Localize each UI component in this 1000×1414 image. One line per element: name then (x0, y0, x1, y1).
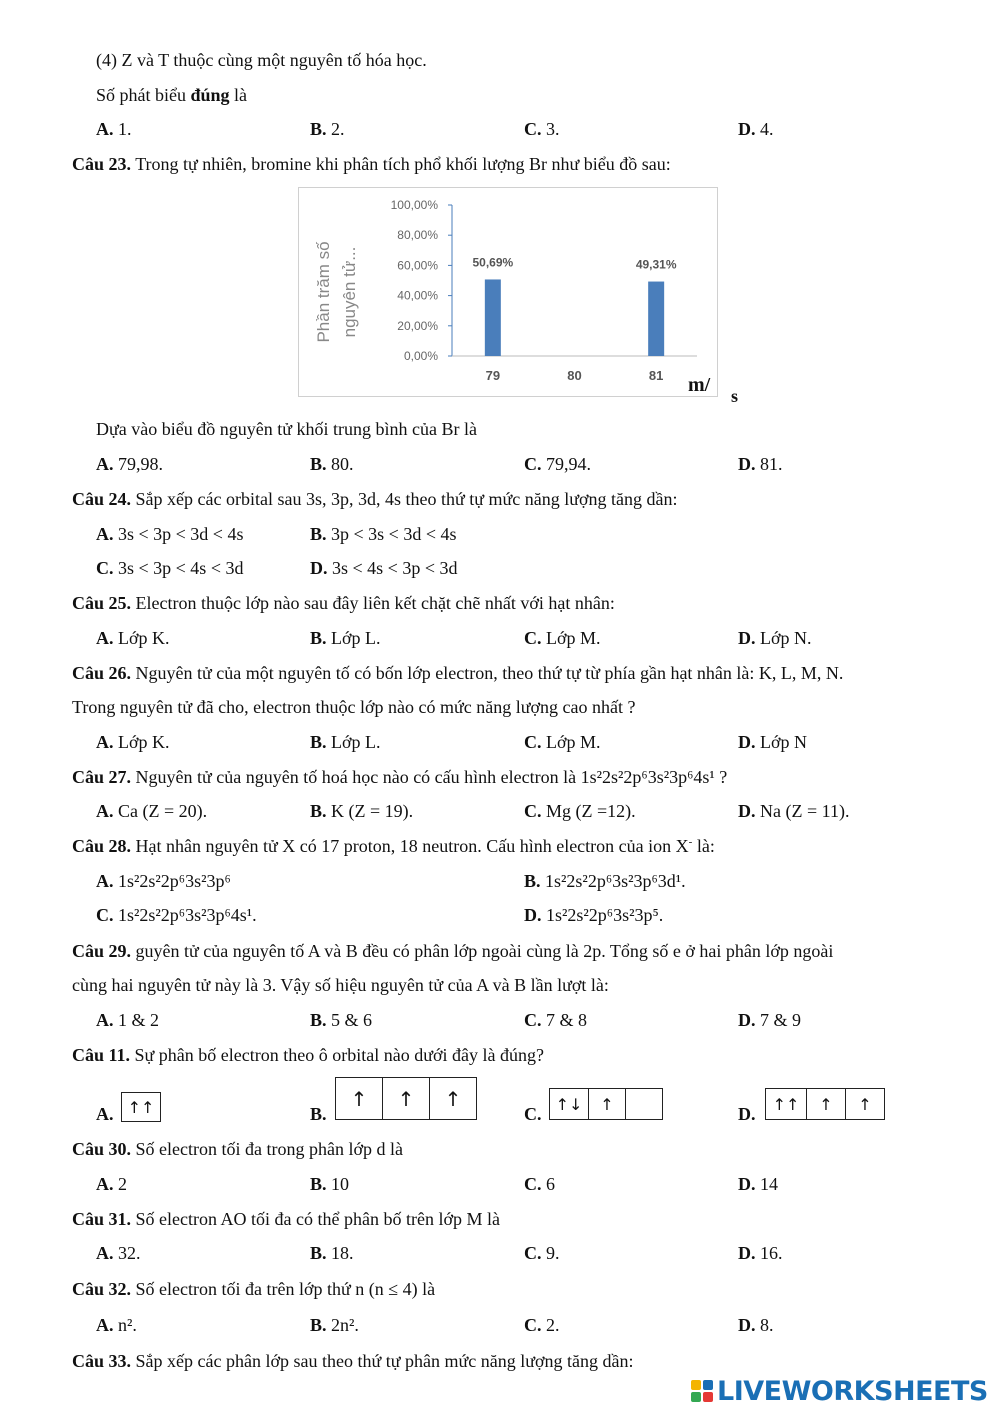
q22-statement-4: (4) Z và T thuộc cùng một nguyên tố hóa học. (96, 50, 427, 70)
chart-data-label-79: 50,69% (472, 255, 514, 270)
q24-option-a[interactable]: A. 3s < 3p < 3d < 4s (96, 524, 244, 544)
q23-option-c[interactable]: C. 79,94. (524, 454, 591, 474)
q30-option-a[interactable]: A. 2 (96, 1174, 127, 1194)
q28-option-a[interactable]: A. 1s²2s²2p⁶3s²3p⁶ (96, 871, 231, 891)
q28-option-c[interactable]: C. 1s²2s²2p⁶3s²3p⁶4s¹. (96, 905, 257, 925)
q22-option-a[interactable]: A. 1. (96, 119, 132, 139)
q30-option-b[interactable]: B. 10 (310, 1174, 350, 1194)
chart-svg (299, 188, 717, 396)
q30-option-d[interactable]: D. 14 (738, 1174, 778, 1194)
q11-option-b-orbital[interactable] (335, 1077, 477, 1120)
q25-option-d[interactable]: D. Lớp N. (738, 628, 812, 648)
q27-option-c[interactable]: C. Mg (Z =12). (524, 801, 636, 821)
q25-option-a[interactable]: A. Lớp K. (96, 628, 170, 648)
q11-option-d-letter[interactable]: D. (738, 1104, 756, 1124)
q22-option-d[interactable]: D. 4. (738, 119, 774, 139)
chart-y-tick-label: 100,00% (390, 198, 438, 212)
q27-option-a[interactable]: A. Ca (Z = 20). (96, 801, 208, 821)
q31-option-c[interactable]: C. 9. (524, 1243, 560, 1263)
q26-question: Câu 26. Nguyên tử của một nguyên tố có bốn lớp electron, theo thứ tự từ phía gần hạt nhân là: K, L, M, N. (72, 663, 844, 683)
q32-option-d[interactable]: D. 8. (738, 1315, 774, 1335)
chart-xlabel-charge: s (731, 386, 739, 406)
q29-option-d[interactable]: D. 7 & 9 (738, 1010, 802, 1030)
q25-option-c[interactable]: C. Lớp M. (524, 628, 601, 648)
q26-option-a[interactable]: A. Lớp K. (96, 732, 170, 752)
bromine-mass-spectrum-chart (298, 187, 718, 397)
q25-option-b[interactable]: B. Lớp L. (310, 628, 381, 648)
q23-option-a[interactable]: A. 79,98. (96, 454, 163, 474)
q29-option-a[interactable]: A. 1 & 2 (96, 1010, 160, 1030)
q11-option-d-orbital[interactable] (765, 1088, 885, 1120)
chart-ylabel-line2: nguyên tử... (340, 246, 359, 338)
q31-option-b[interactable]: B. 18. (310, 1243, 354, 1263)
chart-data-label-81: 49,31% (635, 257, 677, 272)
q11-option-a-orbital[interactable] (121, 1092, 161, 1122)
chart-ylabel-line1: Phần trăm số (314, 241, 333, 343)
chart-y-tick-label: 40,00% (397, 288, 438, 303)
q29-option-c[interactable]: C. 7 & 8 (524, 1010, 588, 1030)
q22-option-b[interactable]: B. 2. (310, 119, 345, 139)
q31-question: Câu 31. Số electron AO tối đa có thể phân bố trên lớp M là (72, 1209, 500, 1229)
chart-y-tick-label: 60,00% (397, 258, 438, 273)
q26-question-cont: Trong nguyên tử đã cho, electron thuộc lớp nào có mức năng lượng cao nhất ? (72, 697, 636, 717)
q27-option-d[interactable]: D. Na (Z = 11). (738, 801, 850, 821)
liveworksheets-logo[interactable] (690, 1373, 988, 1409)
q29-question: Câu 29. guyên tử của nguyên tố A và B đều có phân lớp ngoài cùng là 2p. Tổng số e ở hai phân lớp ngoài (72, 941, 834, 961)
q22-count-question: Số phát biểu đúng là (96, 85, 248, 105)
orbital-cell: ↑ (383, 1078, 430, 1119)
q23-option-d[interactable]: D. 81. (738, 454, 783, 474)
liveworksheets-logo-text: LIVEWORKSHEETS (717, 1375, 988, 1407)
chart-x-tick-label-80: 80 (567, 368, 582, 383)
orbital-cell: ↑ (589, 1089, 626, 1119)
q30-option-c[interactable]: C. 6 (524, 1174, 555, 1194)
q26-option-d[interactable]: D. Lớp N (738, 732, 808, 752)
q25-question: Câu 25. Electron thuộc lớp nào sau đây liên kết chặt chẽ nhất với hạt nhân: (72, 593, 615, 613)
q23-question: Câu 23. Trong tự nhiên, bromine khi phân tích phổ khối lượng Br như biểu đồ sau: (72, 154, 671, 174)
q26-option-b[interactable]: B. Lớp L. (310, 732, 381, 752)
orbital-cell: ↑↓ (550, 1089, 589, 1119)
q24-option-d[interactable]: D. 3s < 4s < 3p < 3d (310, 558, 458, 578)
q33-question: Câu 33. Sắp xếp các phân lớp sau theo thứ tự phân mức năng lượng tăng dần: (72, 1351, 634, 1371)
chart-bar-79 (485, 279, 501, 356)
orbital-cell: ↑↑ (127, 1097, 155, 1117)
orbital-cell: ↑ (444, 1086, 462, 1111)
q31-option-d[interactable]: D. 16. (738, 1243, 783, 1263)
q32-option-a[interactable]: A. n². (96, 1315, 137, 1335)
q23-after-text: Dựa vào biểu đồ nguyên tử khối trung bình của Br là (96, 419, 477, 439)
liveworksheets-logo-icon (690, 1379, 714, 1403)
q24-question: Câu 24. Sắp xếp các orbital sau 3s, 3p, 3d, 4s theo thứ tự mức năng lượng tăng dần: (72, 489, 678, 509)
chart-y-tick-label: 0,00% (403, 349, 438, 363)
q27-question: Câu 27. Nguyên tử của nguyên tố hoá học nào có cấu hình electron là 1s²2s²2p⁶3s²3p⁶4s¹ ? (72, 767, 728, 787)
q22-option-c[interactable]: C. 3. (524, 119, 560, 139)
q27-option-b[interactable]: B. K (Z = 19). (310, 801, 414, 821)
q30-question: Câu 30. Số electron tối đa trong phân lớp d là (72, 1139, 403, 1159)
chart-x-tick-label-81: 81 (648, 368, 664, 383)
q11-option-c-orbital[interactable] (549, 1088, 663, 1120)
q28-question: Câu 28. Hạt nhân nguyên tử X có 17 proton, 18 neutron. Cấu hình electron của ion X- là: (72, 836, 715, 856)
q11-question: Câu 11. Sự phân bố electron theo ô orbital nào dưới đây là đúng? (72, 1045, 544, 1065)
orbital-cell (626, 1089, 662, 1119)
q32-question: Câu 32. Số electron tối đa trên lớp thứ n (n ≤ 4) là (72, 1279, 436, 1299)
q11-option-c-letter[interactable]: C. (524, 1104, 542, 1124)
q11-option-a-letter[interactable]: A. (96, 1104, 114, 1124)
chart-x-tick-label-79: 79 (485, 368, 501, 383)
chart-bar-81 (648, 282, 664, 356)
q29-option-b[interactable]: B. 5 & 6 (310, 1010, 373, 1030)
q29-question-cont: cùng hai nguyên tử này là 3. Vậy số hiệu nguyên tử của A và B lần lượt là: (72, 975, 609, 995)
q11-option-b-letter[interactable]: B. (310, 1104, 327, 1124)
q32-option-b[interactable]: B. 2n². (310, 1315, 359, 1335)
q23-option-b[interactable]: B. 80. (310, 454, 354, 474)
q24-option-c[interactable]: C. 3s < 3p < 4s < 3d (96, 558, 244, 578)
orbital-cell: ↑↑ (766, 1089, 807, 1119)
q26-option-c[interactable]: C. Lớp M. (524, 732, 601, 752)
orbital-cell: ↑ (807, 1089, 846, 1119)
q32-option-c[interactable]: C. 2. (524, 1315, 560, 1335)
orbital-cell: ↑ (858, 1094, 872, 1114)
chart-xlabel-mass: m/ (688, 374, 711, 396)
q28-option-b[interactable]: B. 1s²2s²2p⁶3s²3p⁶3d¹. (524, 871, 686, 891)
q28-option-d[interactable]: D. 1s²2s²2p⁶3s²3p⁵. (524, 905, 664, 925)
q27-electron-config: 1s²2s²2p⁶3s²3p⁶4s¹ (580, 767, 715, 787)
q24-option-b[interactable]: B. 3p < 3s < 3d < 4s (310, 524, 457, 544)
orbital-cell: ↑ (336, 1078, 383, 1119)
q31-option-a[interactable]: A. 32. (96, 1243, 141, 1263)
chart-y-tick-label: 80,00% (397, 228, 438, 243)
chart-y-tick-label: 20,00% (397, 318, 438, 333)
